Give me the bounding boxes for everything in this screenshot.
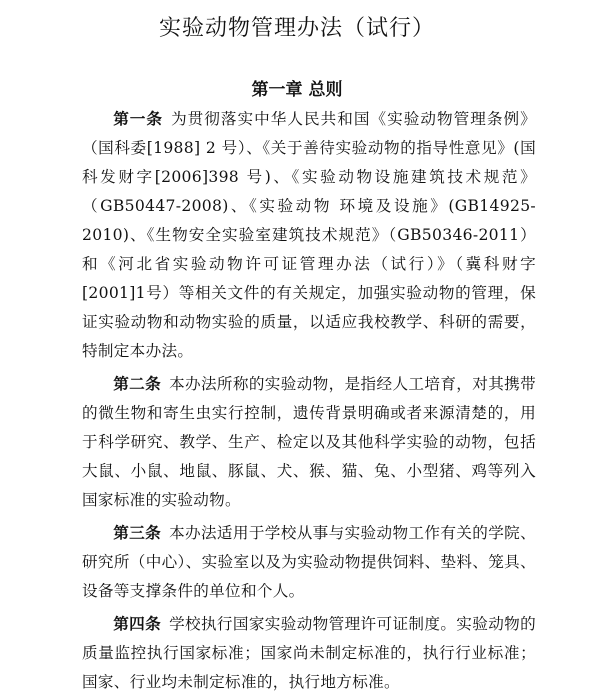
article-1 xyxy=(82,104,536,366)
article-text: 为贯彻落实中华人民共和国《实验动物管理条例》（国科委[1988] 2 号）、《关于善待实验动物的指导性意见》(国科发财字[2006]398 号)、《实验动物设施建筑技术规范》（GB50447-2008)、《实验动物 环境及设施》(GB14925-2010)、《生物安全实验室建筑技术规范》（GB50346-2011）和《河北省实验动物许可证管理办法（试行）》（冀科财字[2001]1号）等相关文件的有关规定，加强实验动物的管理，保证实验动物和动物实验的质量，以适应我校教学、科研的需要，特制定本办法。 xyxy=(82,110,536,360)
chapter-heading: 第一章 总则 xyxy=(251,80,343,100)
article-text: 学校执行国家实验动物管理许可证制度。实验动物的质量监控执行国家标准；国家尚未制定标准的，执行行业标准；国家、行业均未制定标准的，执行地方标准。 xyxy=(82,615,536,691)
article-list xyxy=(82,104,536,700)
article-text: 本办法适用于学校从事与实验动物工作有关的学院、研究所（中心）、实验室以及为实验动物提供饲料、垫料、笼具、设备等支撑条件的单位和个人。 xyxy=(82,524,536,600)
article-4 xyxy=(82,609,536,697)
article-text: 本办法所称的实验动物，是指经人工培育，对其携带的微生物和寄生虫实行控制，遗传背景明确或者来源清楚的，用于科学研究、教学、生产、检定以及其他科学实验的动物，包括大鼠、小鼠、地鼠、豚鼠、犬、猴、猫、兔、小型猪、鸡等列入国家标准的实验动物。 xyxy=(82,375,536,509)
article-label: 第一条 xyxy=(113,109,164,128)
article-label: 第四条 xyxy=(113,614,162,633)
article-2 xyxy=(82,369,536,515)
article-label: 第三条 xyxy=(113,523,162,542)
article-label: 第二条 xyxy=(113,374,162,393)
article-3 xyxy=(82,518,536,606)
document-title: 实验动物管理办法（试行） xyxy=(158,16,435,41)
